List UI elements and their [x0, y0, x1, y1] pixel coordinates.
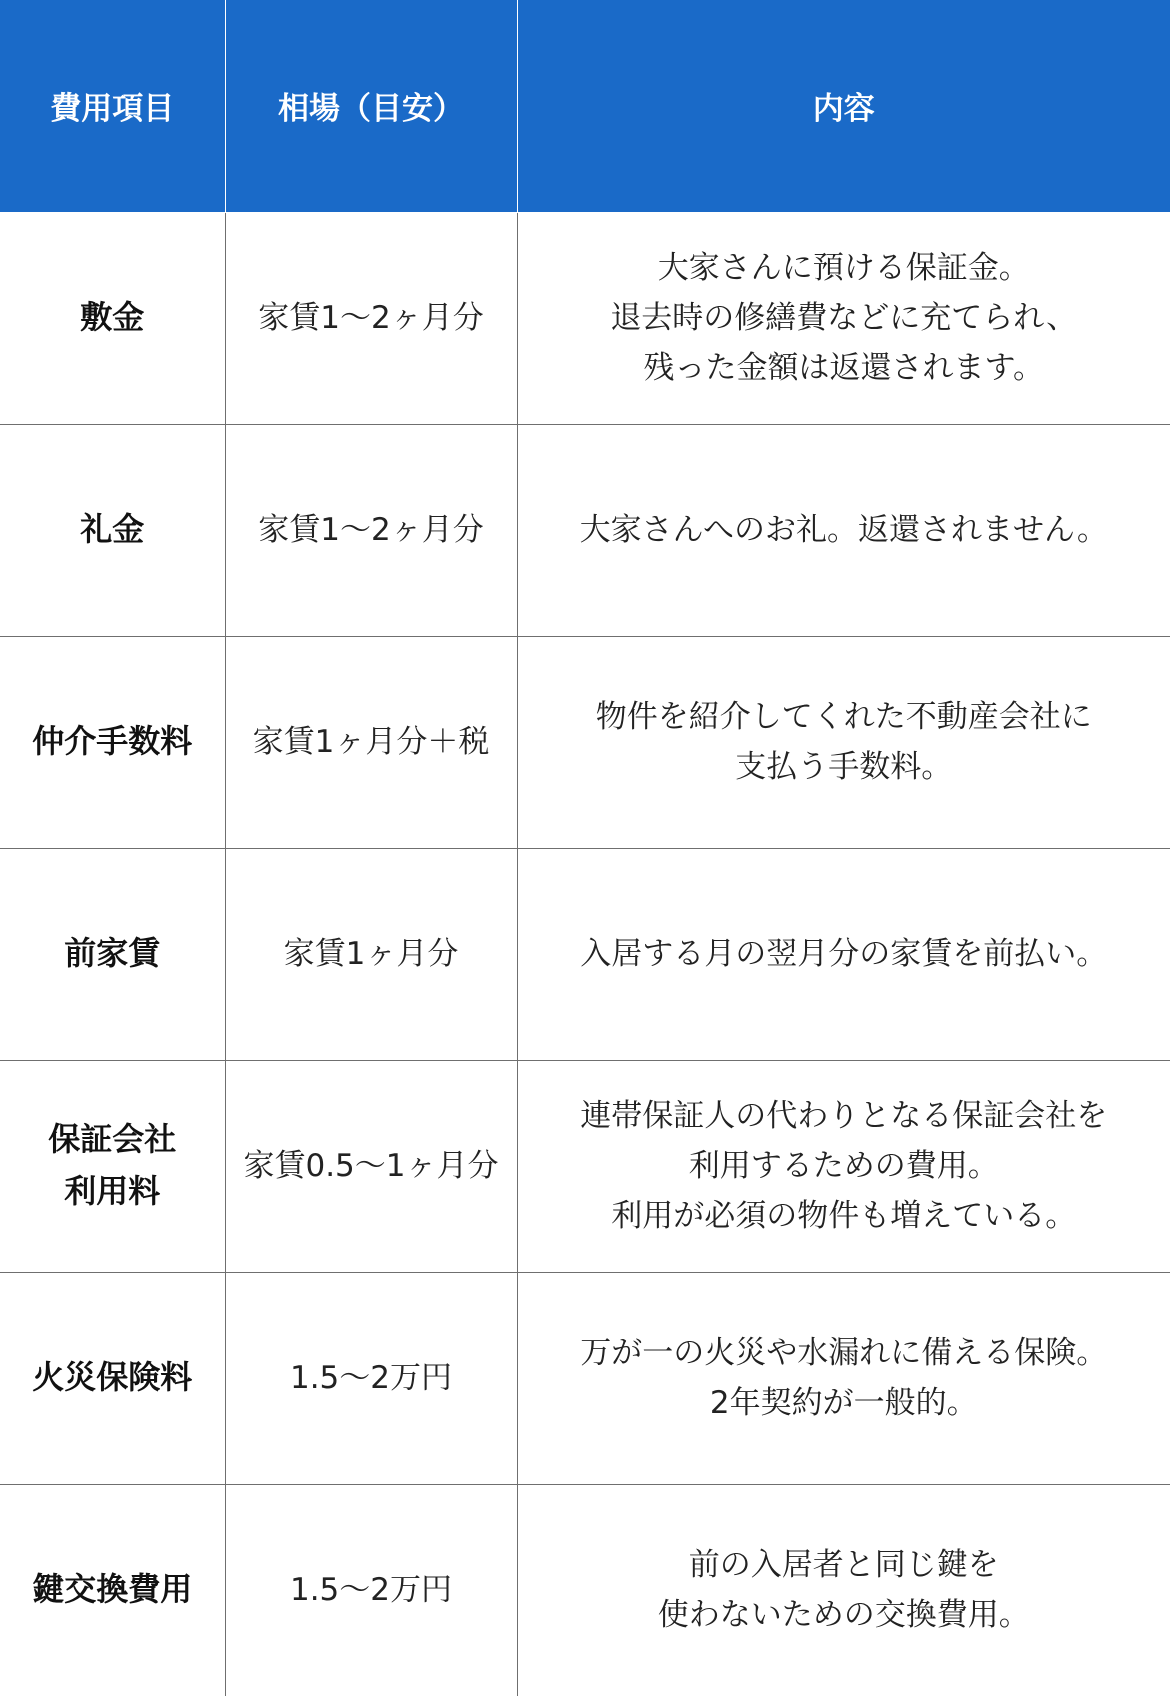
- description-line: 万が一の火災や水漏れに備える保険。: [580, 1334, 1108, 1371]
- cost-item-label: 礼金: [80, 510, 145, 549]
- description-cell: [517, 636, 1170, 848]
- table-row: [0, 848, 1170, 1060]
- table-row: [0, 636, 1170, 848]
- description-line: 前の入居者と同じ鍵を: [688, 1547, 999, 1584]
- cost-item-label: 火災保険料: [32, 1358, 193, 1397]
- cost-item-cell: [0, 848, 225, 1060]
- cost-item-label: 利用料: [64, 1172, 161, 1210]
- description-cell: [517, 1484, 1170, 1696]
- price-cell: 家賃1〜2ヶ月分: [225, 212, 517, 424]
- table-body: [0, 212, 1170, 1696]
- table-row: [0, 1484, 1170, 1696]
- header-row: [0, 0, 1170, 212]
- description-line: 連帯保証人の代わりとなる保証会社を: [580, 1097, 1108, 1134]
- description-line: 大家さんに預ける保証金。: [657, 249, 1030, 286]
- cost-item-cell: [0, 424, 225, 636]
- description-cell: [517, 848, 1170, 1060]
- header-item: 費用項目: [0, 0, 225, 212]
- description-line: 使わないための交換費用。: [657, 1597, 1030, 1634]
- description-cell: [517, 1060, 1170, 1272]
- table-header: [0, 0, 1170, 212]
- cost-item-label: 鍵交換費用: [32, 1570, 193, 1609]
- description-line: 残った金額は返還されます。: [643, 350, 1045, 387]
- description-line: 入居する月の翌月分の家賃を前払い。: [580, 935, 1108, 972]
- cost-item-label: 前家賃: [64, 934, 161, 973]
- cost-item-cell: [0, 1060, 225, 1272]
- price-cell: 1.5〜2万円: [225, 1484, 517, 1696]
- price-cell: 家賃1ヶ月分: [225, 848, 517, 1060]
- cost-item-label: 仲介手数料: [32, 722, 193, 761]
- price-cell: 家賃1〜2ヶ月分: [225, 424, 517, 636]
- description-cell: [517, 424, 1170, 636]
- description-line: 物件を紹介してくれた不動産会社に: [595, 698, 1092, 735]
- table-row: [0, 212, 1170, 424]
- cost-item-label: 保証会社: [48, 1120, 177, 1159]
- table-row: [0, 424, 1170, 636]
- price-cell: 家賃0.5〜1ヶ月分: [225, 1060, 517, 1272]
- cost-item-cell: [0, 636, 225, 848]
- table-row: [0, 1272, 1170, 1484]
- price-cell: 家賃1ヶ月分＋税: [225, 636, 517, 848]
- cost-item-cell: [0, 1484, 225, 1696]
- description-line: 2年契約が一般的。: [709, 1385, 978, 1421]
- header-price: 相場（目安）: [225, 0, 517, 212]
- description-line: 大家さんへのお礼。返還されません。: [579, 511, 1108, 548]
- description-line: 利用が必須の物件も増えている。: [611, 1198, 1077, 1235]
- cost-item-cell: [0, 212, 225, 424]
- description-line: 退去時の修繕費などに充てられ、: [610, 299, 1078, 336]
- description-line: 支払う手数料。: [735, 749, 953, 785]
- table-row: [0, 1060, 1170, 1272]
- cost-item-label: 敷金: [80, 298, 145, 337]
- price-cell: 1.5〜2万円: [225, 1272, 517, 1484]
- cost-item-cell: [0, 1272, 225, 1484]
- description-cell: [517, 1272, 1170, 1484]
- description-line: 利用するための費用。: [688, 1147, 999, 1184]
- description-cell: [517, 212, 1170, 424]
- header-description: 内容: [517, 0, 1170, 212]
